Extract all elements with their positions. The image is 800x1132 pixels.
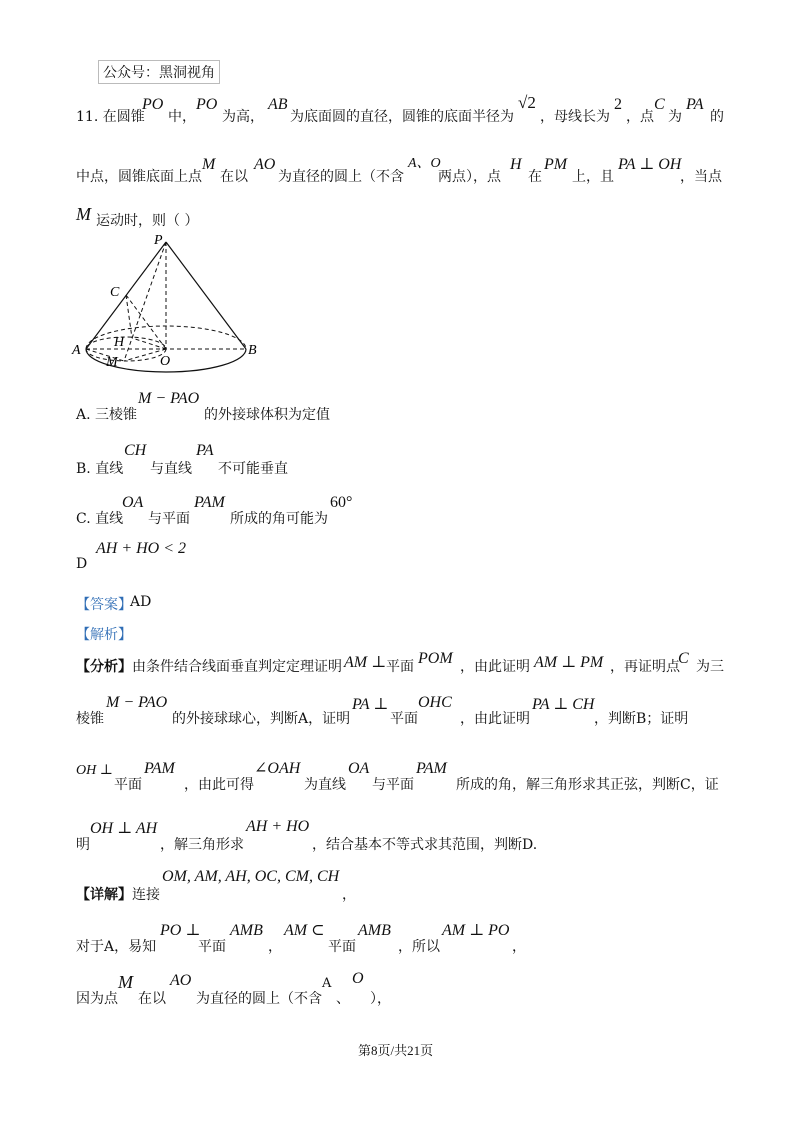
q-math: M [76,204,91,224]
line-PB [166,242,246,349]
fenxi-text: 所成的角，解三角形求其正弦，判断C，证 [456,777,719,793]
q-math: PA ⊥ OH [618,156,682,173]
q-text: 两点），点 [438,169,501,185]
label-A: A [72,343,81,358]
fenxi-math: OA [348,760,370,777]
option-c-math: 60° [330,494,353,511]
option-b-math: PA [196,442,214,459]
fenxi-math: AM ⊥ [344,654,387,671]
option-b-text: 不可能垂直 [218,461,288,477]
detail-text: 、 [336,991,350,1007]
option-d-label: D [76,556,88,572]
fenxi-math: M − PAO [106,694,168,711]
q-math: AO [254,156,276,173]
detail-text: 因为点 [76,991,118,1007]
q-math: PA [686,96,704,113]
fenxi-text: 棱锥 [76,711,104,727]
page-footer: 第8页/共21页 [358,1043,434,1058]
detail-math: AM ⊥ PO [442,922,510,939]
fenxi-math: PA ⊥ [352,696,389,713]
q-text: 的 [710,109,724,125]
detail-text: 平面 [328,939,356,955]
line-CO [126,295,166,349]
option-b-text: 与直线 [150,461,192,477]
label-P: P [154,233,163,248]
answer-value: AD [130,594,152,610]
detail-text: ， [342,887,356,903]
fenxi-math: POM [418,650,453,667]
detail-text: 在以 [138,991,166,1007]
q-math: √2 [518,93,536,112]
label-C: C [110,285,120,300]
q-text: 11. 在圆锥 [76,109,145,125]
fenxi-text: ，由此证明 [460,711,530,727]
fenxi-text: 由条件结合线面垂直判定定理证明 [132,659,342,675]
fenxi-text: 的外接球球心，判断A，证明 [172,711,351,727]
fenxi-math: OHC [418,694,452,711]
q-text: 为直径的圆上（不含 [278,169,404,185]
label-H: H [114,335,125,350]
option-a-text: 的外接球体积为定值 [204,407,330,423]
q-text: 为底面圆的直径，圆锥的底面半径为 [290,109,514,125]
q-math: PO [196,96,218,113]
detail-math: PO ⊥ [160,922,201,939]
fenxi-text: 为三 [696,659,724,675]
detail-text: A [322,976,332,991]
detail-math: M [118,972,133,992]
watermark: 公众号：黑洞视角 [98,60,220,84]
q-math: M [202,156,216,173]
fenxi-math: AM ⊥ PM [534,654,604,671]
fenxi-text: ，结合基本不等式求其范围，判断D. [312,837,538,853]
option-c-math: PAM [194,494,225,511]
answer-label: 【答案】 [76,597,132,613]
detail-text: ）， [370,991,391,1007]
fenxi-text: ，再证明点 [610,659,680,675]
detail-text: 为直径的圆上（不含 [196,991,322,1007]
option-a-text: A. 三棱锥 [76,407,138,423]
q-text: 在 [528,169,542,185]
detail-math: OM, AM, AH, OC, CM, CH [162,868,340,885]
fenxi-text: 平面 [114,777,142,793]
label-M: M [106,355,118,370]
q-text: 在以 [220,169,248,185]
detail-text: ， [268,939,282,955]
fenxi-math: C [678,650,689,667]
fenxi-math: AH + HO [246,818,310,835]
detail-text: 平面 [198,939,226,955]
q-text: 上，且 [572,169,614,185]
fenxi-text: 为直线 [304,777,346,793]
fenxi-text: ，由此证明 [460,659,530,675]
detail-math: AMB [358,922,391,939]
label-B: B [248,343,257,358]
option-a-math: M − PAO [138,390,200,407]
fenxi-text: ，由此可得 [184,777,254,793]
option-d-math: AH + HO < 2 [96,540,187,557]
q-math: PM [544,156,568,173]
detail-math: AO [170,972,192,989]
option-c-text: C. 直线 [76,511,124,527]
q-math: 2 [614,96,622,113]
circle-AO [86,337,166,361]
q-math: PO [142,96,164,113]
fenxi-text: 平面 [386,659,414,675]
option-b-math: CH [124,442,147,459]
fenxi-math: OH ⊥ AH [90,820,158,837]
q-math: AB [268,96,288,113]
detail-math: AMB [230,922,263,939]
q-text: ，当点 [680,169,722,185]
q-text: 中点，圆锥底面上点 [76,169,202,185]
fenxi-math: ∠OAH [254,760,301,777]
detail-text: ， [512,939,526,955]
detail-math: AM ⊂ [284,922,325,939]
q-text: ，点 [626,109,654,125]
detail-text: 对于A，易知 [76,939,157,955]
option-c-math: OA [122,494,144,511]
detail-math: O [352,970,364,987]
q-math: A、O [408,156,441,171]
fenxi-text: ，判断B；证明 [594,711,689,727]
cone-figure [60,230,270,380]
q-text: 为高， [222,109,264,125]
label-O: O [160,354,171,369]
detail-label: 【详解】 [76,887,132,903]
fenxi-text: 平面 [390,711,418,727]
q-text: 运动时，则（ ） [96,213,199,229]
option-c-text: 与平面 [148,511,190,527]
fenxi-math: PAM [416,760,447,777]
detail-text: ，所以 [398,939,440,955]
option-b-text: B. 直线 [76,461,124,477]
fenxi-text: 明 [76,837,90,853]
fenxi-label: 【分析】 [76,659,132,675]
fenxi-text: ，解三角形求 [160,837,244,853]
fenxi-math: OH ⊥ [76,763,113,778]
option-c-text: 所成的角可能为 [230,511,328,527]
fenxi-math: PA ⊥ CH [532,696,595,713]
q-text: 中， [168,109,196,125]
q-math: C [654,96,665,113]
analysis-label: 【解析】 [76,627,132,643]
fenxi-math: PAM [144,760,175,777]
q-math: H [510,156,522,173]
q-text: ，母线长为 [540,109,610,125]
q-text: 为 [668,109,682,125]
detail-text: 连接 [132,887,160,903]
fenxi-text: 与平面 [372,777,414,793]
